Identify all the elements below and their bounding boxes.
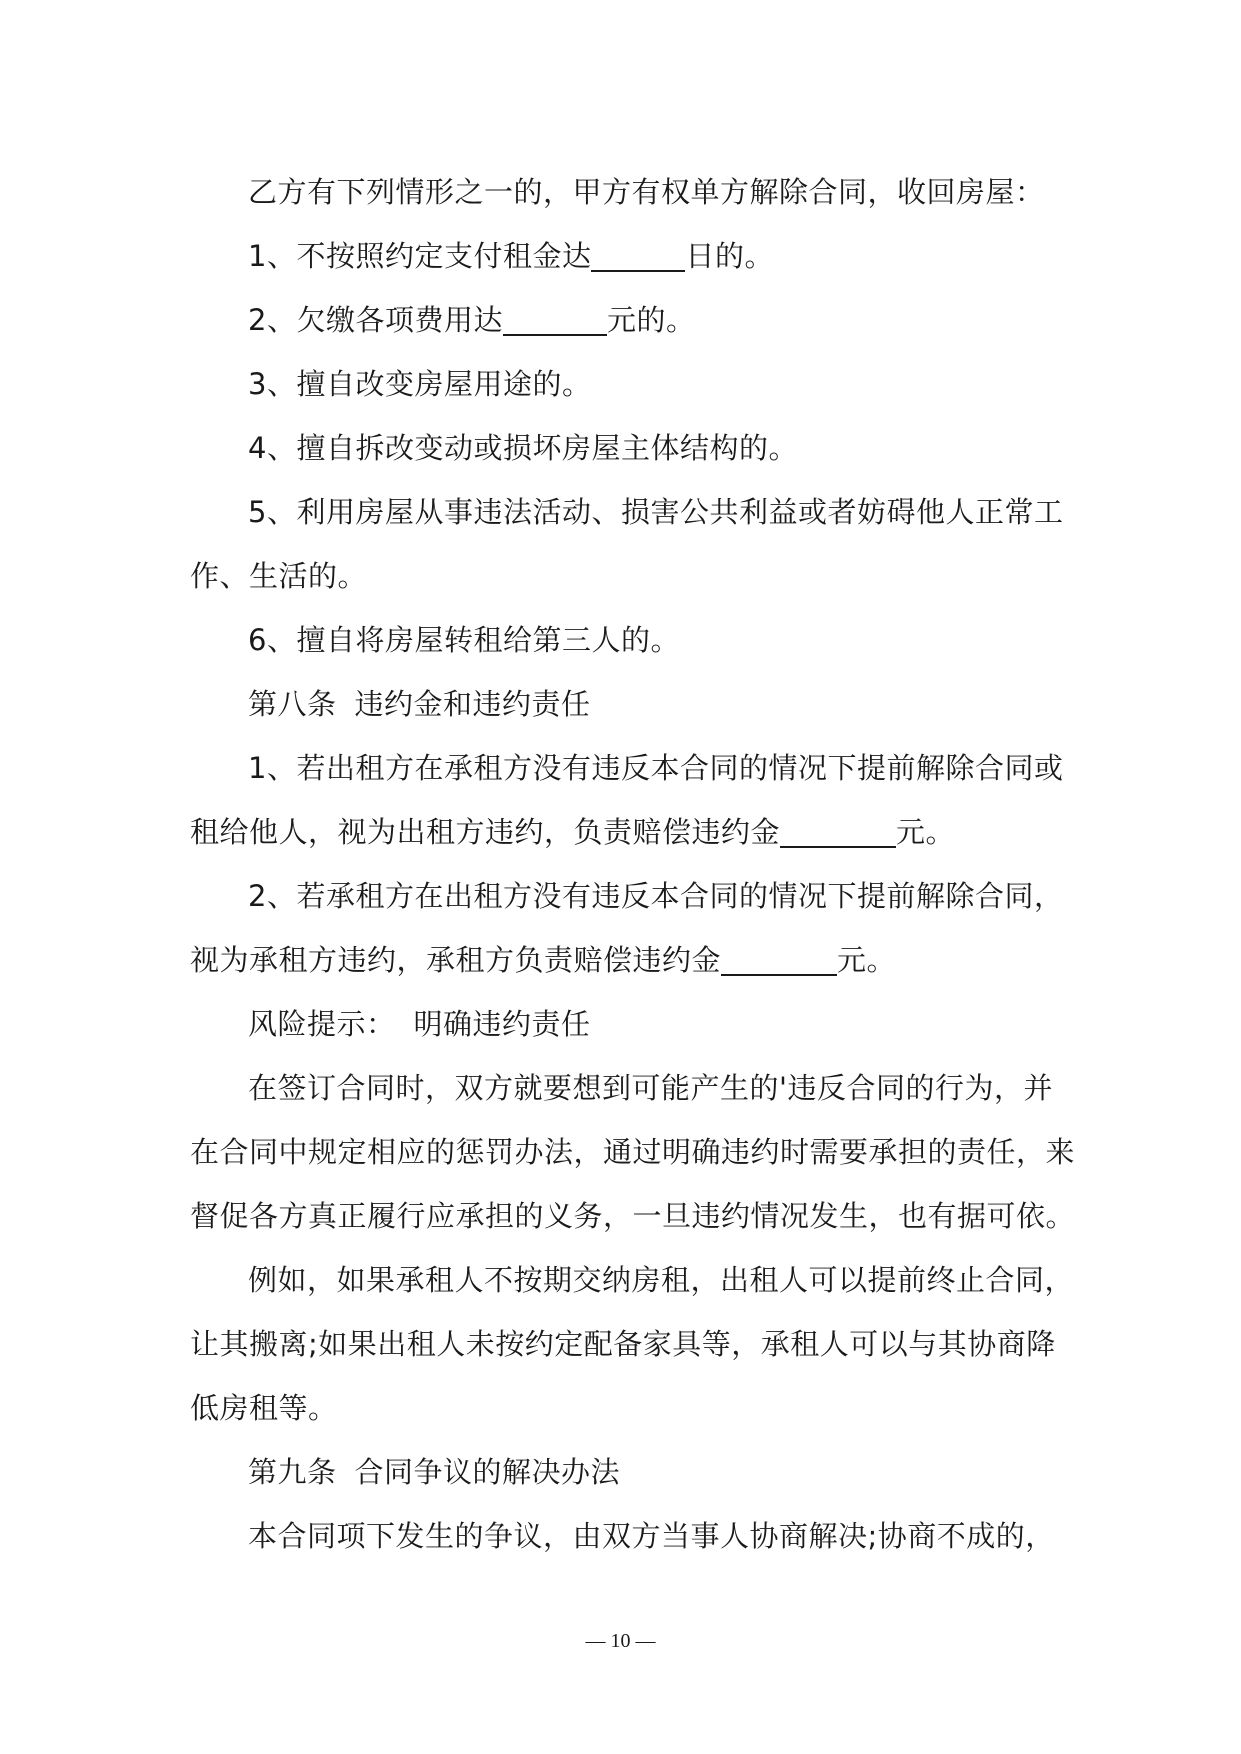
paragraph-line xyxy=(190,1312,1060,1376)
line-text: 1、不按照约定支付租金达 xyxy=(248,239,592,273)
fill-in-blank xyxy=(591,240,685,272)
paragraph-line xyxy=(190,224,1060,288)
paragraph-line xyxy=(190,928,1060,992)
paragraph-line xyxy=(190,1376,1060,1440)
line-text: 5、利用房屋从事违法活动、损害公共利益或者妨碍他人正常工 xyxy=(248,495,1064,529)
line-text: 在签订合同时，双方就要想到可能产生的'违反合同的行为，并 xyxy=(248,1071,1053,1105)
line-text: 在合同中规定相应的惩罚办法，通过明确违约时需要承担的责任，来 xyxy=(190,1135,1076,1169)
page-number: — 10 — xyxy=(585,1630,656,1652)
line-text: 元。 xyxy=(896,815,956,849)
section-heading xyxy=(190,1440,1060,1504)
section-heading xyxy=(190,672,1060,736)
paragraph-line xyxy=(190,544,1060,608)
line-text: 日的。 xyxy=(685,239,774,273)
paragraph-line xyxy=(190,1120,1076,1184)
line-text: 低房租等。 xyxy=(190,1391,338,1425)
line-text: 6、擅自将房屋转租给第三人的。 xyxy=(248,623,680,657)
paragraph-line xyxy=(190,1248,1075,1312)
article-title: 合同争议的解决办法 xyxy=(354,1455,621,1489)
paragraph-line xyxy=(190,800,1060,864)
paragraph-line xyxy=(190,480,1064,544)
paragraph-line xyxy=(190,416,1060,480)
paragraph-line xyxy=(190,608,1060,672)
line-text: 乙方有下列情形之一的，甲方有权单方解除合同，收回房屋： xyxy=(248,175,1045,209)
line-text: 4、擅自拆改变动或损坏房屋主体结构的。 xyxy=(248,431,798,465)
line-text: 视为承租方违约，承租方负责赔偿违约金 xyxy=(190,943,722,977)
article-title: 违约金和违约责任 xyxy=(354,687,591,721)
paragraph-line xyxy=(190,1056,1060,1120)
fill-in-blank xyxy=(503,304,607,336)
fill-in-blank xyxy=(721,944,837,976)
line-text: 2、欠缴各项费用达 xyxy=(248,303,503,337)
paragraph-line xyxy=(190,864,1064,928)
paragraph-line xyxy=(190,736,1064,800)
line-text: 1、若出租方在承租方没有违反本合同的情况下提前解除合同或 xyxy=(248,751,1064,785)
paragraph-line xyxy=(190,352,1060,416)
line-text: 租给他人，视为出租方违约，负责赔偿违约金 xyxy=(190,815,781,849)
fill-in-blank xyxy=(780,816,896,848)
line-text: 本合同项下发生的争议，由双方当事人协商解决;协商不成的， xyxy=(248,1519,1055,1553)
paragraph-line xyxy=(190,1184,1076,1248)
paragraph-line xyxy=(190,1504,1060,1568)
article-number: 第九条 xyxy=(248,1455,337,1489)
article-number: 第八条 xyxy=(248,687,337,721)
document-body xyxy=(190,160,1076,1568)
section-heading xyxy=(190,992,1060,1056)
line-text: 作、生活的。 xyxy=(190,559,368,593)
line-text: 3、擅自改变房屋用途的。 xyxy=(248,367,592,401)
line-text: 2、若承租方在出租方没有违反本合同的情况下提前解除合同， xyxy=(248,879,1064,913)
line-text: 例如，如果承租人不按期交纳房租，出租人可以提前终止合同， xyxy=(248,1263,1075,1297)
risk-label: 风险提示： xyxy=(248,1007,396,1041)
paragraph-line xyxy=(190,288,1060,352)
paragraph-line xyxy=(190,160,1060,224)
risk-title: 明确违约责任 xyxy=(413,1007,591,1041)
line-text: 督促各方真正履行应承担的义务，一旦违约情况发生，也有据可依。 xyxy=(190,1199,1076,1233)
line-text: 元。 xyxy=(837,943,897,977)
line-text: 元的。 xyxy=(606,303,696,337)
line-text: 让其搬离;如果出租人未按约定配备家具等，承租人可以与其协商降 xyxy=(190,1327,1056,1361)
